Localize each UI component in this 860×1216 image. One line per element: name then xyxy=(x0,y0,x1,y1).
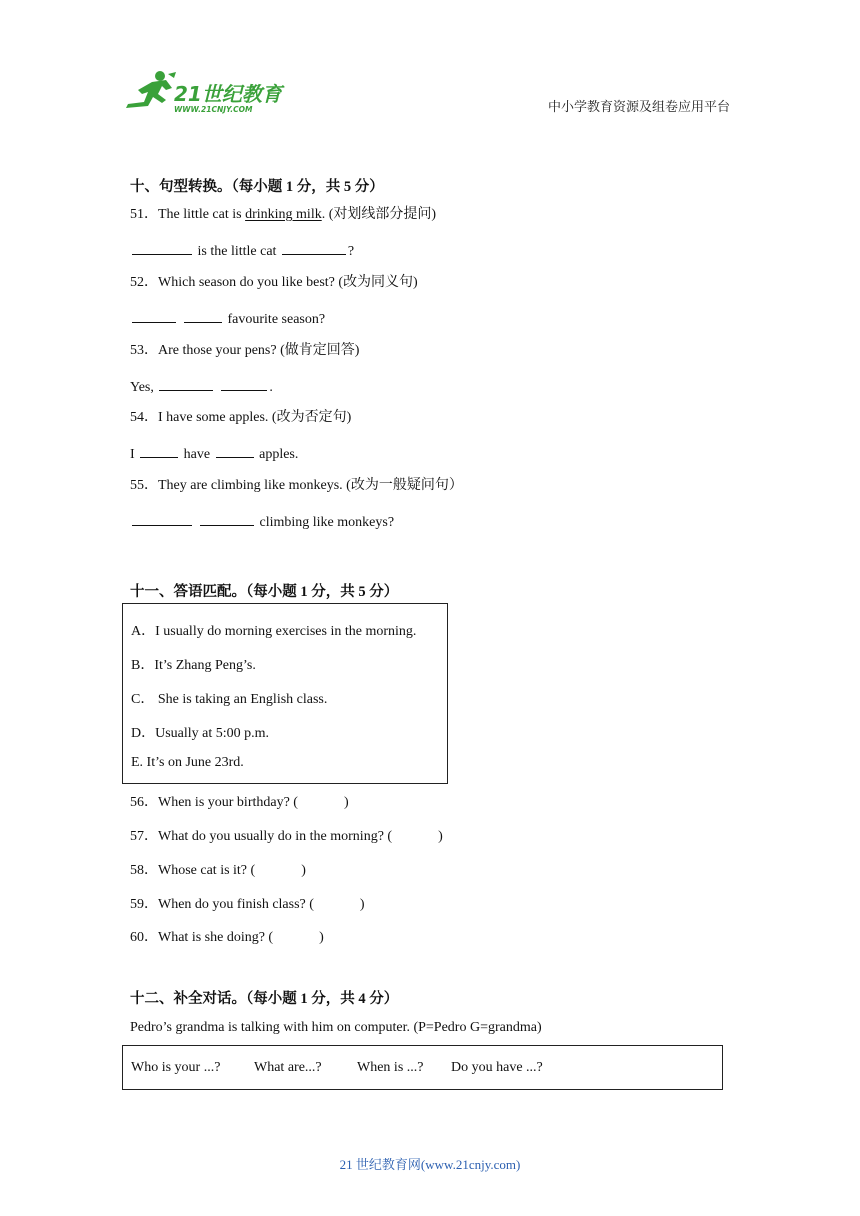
runner-logo-icon xyxy=(122,70,292,116)
answer-blank[interactable] xyxy=(184,308,222,323)
answer-blank[interactable] xyxy=(132,308,176,323)
question-59: 59．When do you finish class? ( ) xyxy=(130,897,365,912)
answer-blank[interactable] xyxy=(282,240,346,255)
question-52: 52．Which season do you like best? (改为同义句) xyxy=(130,275,418,290)
section-12-title: 十二、补全对话。（每小题 1 分，共 4 分） xyxy=(130,991,399,1007)
answer-54: I have apples. xyxy=(130,443,298,464)
answer-options-box xyxy=(122,603,448,784)
answer-blank[interactable] xyxy=(221,376,267,391)
page-footer: 21 世纪教育网(www.21cnjy.com) xyxy=(339,1157,521,1172)
dialogue-intro: Pedro’s grandma is talking with him on computer. (P=Pedro G=grandma) xyxy=(130,1020,542,1035)
phrase-item: Do you have ...? xyxy=(451,1060,543,1075)
logo-text: 21世纪教育 xyxy=(174,82,282,106)
question-57: 57．What do you usually do in the morning? ( ) xyxy=(130,829,443,844)
option-d: D．Usually at 5:00 p.m. xyxy=(131,726,270,741)
section-10-title: 十、句型转换。（每小题 1 分，共 5 分） xyxy=(130,179,384,195)
question-60: 60．What is she doing? ( ) xyxy=(130,930,324,945)
underlined-phrase: drinking milk xyxy=(245,207,322,222)
answer-52: favourite season? xyxy=(130,308,325,329)
option-b: B．It’s Zhang Peng’s. xyxy=(131,658,256,673)
section-11-title: 十一、答语匹配。（每小题 1 分，共 5 分） xyxy=(130,584,399,600)
phrase-item: What are...? xyxy=(254,1060,322,1075)
logo-url: WWW.21CNJY.COM xyxy=(174,105,253,114)
answer-blank[interactable] xyxy=(200,511,254,526)
question-58: 58．Whose cat is it? ( ) xyxy=(130,863,306,878)
answer-blank[interactable] xyxy=(140,443,178,458)
phrase-bank-box xyxy=(122,1045,723,1090)
answer-55: climbing like monkeys? xyxy=(130,511,394,532)
answer-blank[interactable] xyxy=(132,511,192,526)
option-c: C． She is taking an English class. xyxy=(131,692,328,707)
phrase-item: When is ...? xyxy=(357,1060,424,1075)
answer-blank[interactable] xyxy=(159,376,213,391)
site-logo xyxy=(122,70,292,116)
question-56: 56．When is your birthday? ( ) xyxy=(130,795,349,810)
platform-name: 中小学教育资源及组卷应用平台 xyxy=(547,99,730,114)
question-53: 53．Are those your pens? (做肯定回答) xyxy=(130,343,360,358)
answer-51: is the little cat ? xyxy=(130,240,354,261)
answer-53: Yes, . xyxy=(130,376,273,397)
answer-blank[interactable] xyxy=(216,443,254,458)
question-55: 55．They are climbing like monkeys. (改为一般疑问句） xyxy=(130,478,463,493)
option-e: E. It’s on June 23rd. xyxy=(131,755,244,770)
question-54: 54．I have some apples. (改为否定句) xyxy=(130,410,352,425)
phrase-item: Who is your ...? xyxy=(131,1060,221,1075)
answer-blank[interactable] xyxy=(132,240,192,255)
option-a: A．I usually do morning exercises in the morning. xyxy=(131,624,417,639)
question-number: 51． xyxy=(130,207,158,222)
question-51: 51．The little cat is drinking milk. (对划线部分提问) xyxy=(130,207,437,222)
